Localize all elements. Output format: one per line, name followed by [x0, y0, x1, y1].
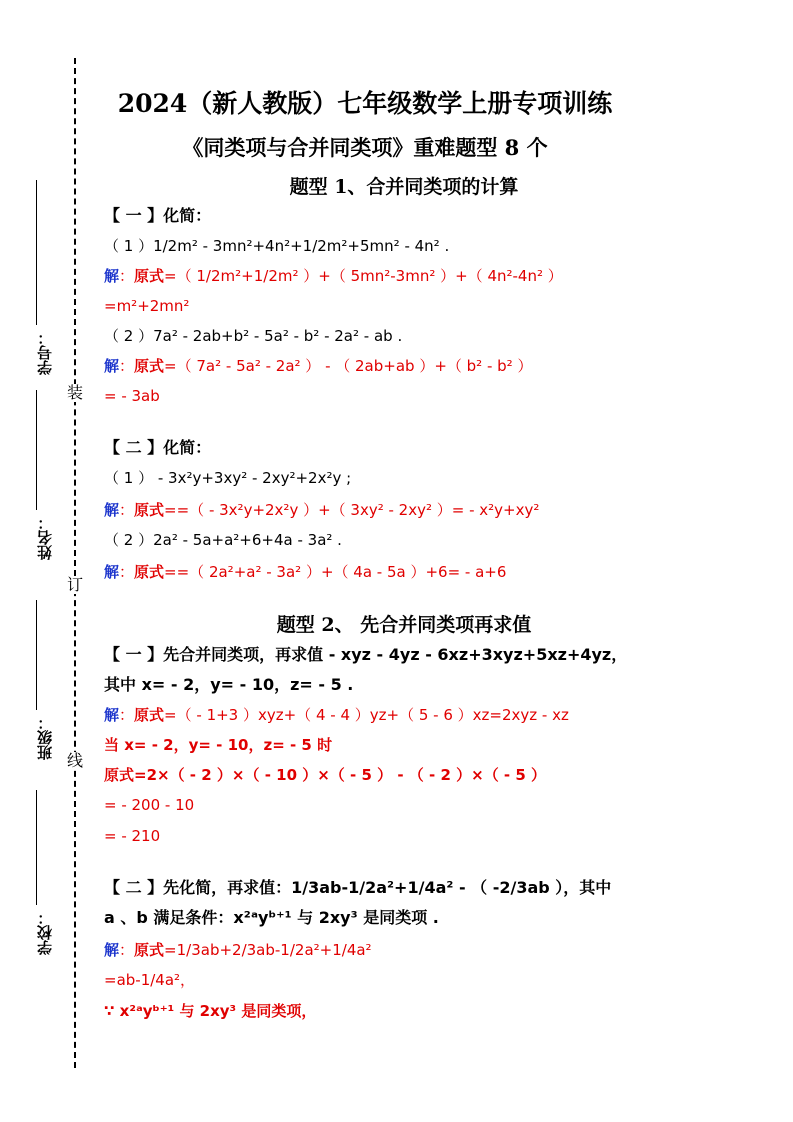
s1-q2-solution-2: [104, 562, 506, 582]
s1-q2-heading: 【 二 】化简：: [104, 438, 212, 457]
solution-expression: =（ 1/2m²+1/2m² ）+（ 5mn²-3mn² ）+（ 4n²-4n² ）: [164, 267, 563, 285]
s2-q1-answer: = - 210: [104, 827, 161, 845]
s2-q1-solution: [104, 705, 569, 725]
s2-q1-evaluation: 原式=2×（ - 2 ）×（ - 10 ）×（ - 5 ） - （ - 2 ）×（ - 5 ）: [104, 766, 547, 784]
solution-label: 解: [104, 941, 120, 959]
s2-q2-heading: 【 二 】先化简，再求值：1/3ab-1/2a²+1/4a² - （ -2/3ab ），其中: [104, 878, 612, 897]
s2-q2-simplified: =ab-1/4a²，: [104, 971, 196, 989]
student-number-field: [14, 180, 54, 380]
solution-label: 解: [104, 357, 120, 375]
s2-q2-condition: a 、b 满足条件：x²ᵃyᵇ⁺¹ 与 2xy³ 是同类项 .: [104, 908, 439, 927]
solution-colon: ：: [119, 267, 135, 285]
binding-char-ding: 订: [67, 575, 84, 594]
solution-expression: ==（ 2a²+a² - 3a² ）+（ 4a - 5a ）+6= - a+6: [164, 563, 507, 581]
binding-char-zhuang: 装: [67, 383, 84, 402]
s1-q1-solution-2-result: = - 3ab: [104, 387, 160, 405]
solution-expression: =（ 7a² - 5a² - 2a² ） - （ 2ab+ab ）+（ b² - b² ）: [164, 357, 533, 375]
student-number-line: [36, 180, 37, 325]
school-line: [36, 790, 37, 905]
solution-label: 解: [104, 563, 120, 581]
solution-key: 原式: [134, 501, 165, 519]
solution-label: 解: [104, 501, 120, 519]
solution-expression: =1/3ab+2/3ab-1/2a²+1/4a²: [164, 941, 372, 959]
s2-q2-like-terms: ∵ x²ᵃyᵇ⁺¹ 与 2xy³ 是同类项，: [104, 1002, 317, 1020]
school-label: 学校：: [36, 910, 54, 955]
solution-colon: ：: [119, 563, 135, 581]
school-field: [14, 790, 54, 970]
s1-q2-solution-1: [104, 500, 539, 520]
solution-colon: ：: [119, 357, 135, 375]
solution-colon: ：: [119, 706, 135, 724]
solution-label: 解: [104, 267, 120, 285]
s2-q1-substitution: 当 x= - 2，y= - 10，z= - 5 时: [104, 736, 333, 754]
section-1-heading: 题型 1、合并同类项的计算: [289, 176, 519, 198]
name-label: 姓名：: [36, 515, 54, 560]
s1-q1-problem-1: （ 1 ）1/2m² - 3mn²+4n²+1/2m²+5mn² - 4n² .: [104, 237, 450, 255]
s2-q1-step: = - 200 - 10: [104, 796, 195, 814]
solution-colon: ：: [119, 501, 135, 519]
binding-char-xian: 线: [67, 751, 84, 770]
binding-dashed-line: [74, 58, 76, 1068]
name-field: [14, 390, 54, 590]
class-line: [36, 600, 37, 710]
name-line: [36, 390, 37, 510]
page-title: 2024（新人教版）七年级数学上册专项训练: [117, 89, 613, 118]
s2-q2-solution: [104, 940, 372, 960]
class-field: [14, 600, 54, 780]
solution-label: 解: [104, 706, 120, 724]
solution-key: 原式: [134, 357, 165, 375]
s1-q1-heading: 【 一 】化简：: [104, 206, 212, 225]
s1-q1-problem-2: （ 2 ）7a² - 2ab+b² - 5a² - b² - 2a² - ab .: [104, 327, 403, 345]
solution-expression: =（ - 1+3 ）xyz+（ 4 - 4 ）yz+（ 5 - 6 ）xz=2xyz - xz: [164, 706, 569, 724]
s2-q1-condition: 其中 x= - 2，y= - 10，z= - 5 .: [104, 675, 354, 694]
section-2-heading: 题型 2、 先合并同类项再求值: [276, 614, 532, 636]
page-subtitle: 《同类项与合并同类项》重难题型 8 个: [182, 135, 548, 160]
solution-key: 原式: [134, 563, 165, 581]
solution-colon: ：: [119, 941, 135, 959]
s1-q1-solution-1: [104, 266, 563, 286]
s1-q1-solution-1-result: =m²+2mn²: [104, 297, 190, 315]
solution-expression: ==（ - 3x²y+2x²y ）+（ 3xy² - 2xy² ）= - x²y+xy²: [164, 501, 540, 519]
solution-key: 原式: [134, 706, 165, 724]
solution-key: 原式: [134, 941, 165, 959]
student-number-label: 学号：: [36, 330, 54, 375]
class-label: 班级：: [36, 715, 54, 760]
s2-q1-heading: 【 一 】先合并同类项，再求值 - xyz - 4yz - 6xz+3xyz+5xz+4yz，: [104, 645, 628, 664]
s1-q2-problem-2: （ 2 ）2a² - 5a+a²+6+4a - 3a² .: [104, 531, 342, 549]
s1-q1-solution-2: [104, 356, 532, 376]
s1-q2-problem-1: （ 1 ） - 3x²y+3xy² - 2xy²+2x²y ;: [104, 469, 352, 487]
solution-key: 原式: [134, 267, 165, 285]
